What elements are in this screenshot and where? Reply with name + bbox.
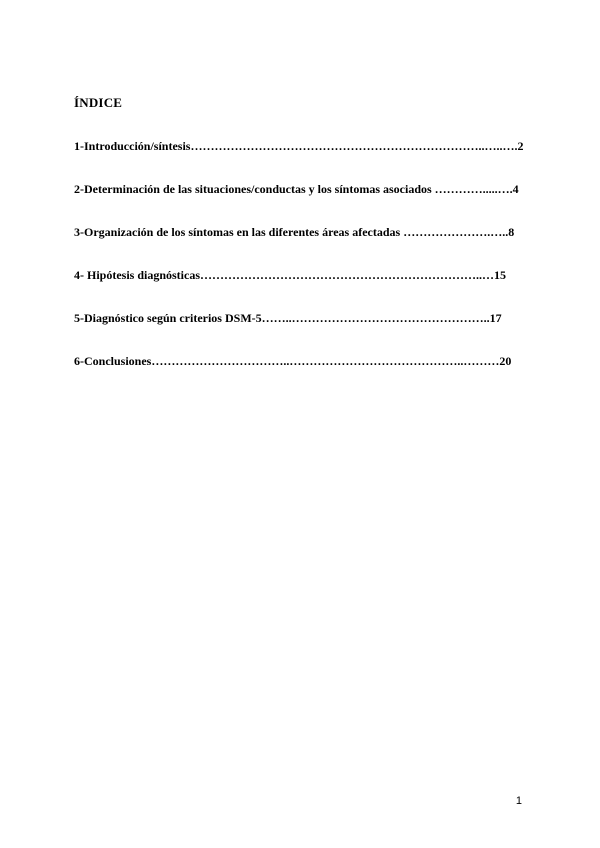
toc-entry-introduccion[interactable]: 1-Introducción/síntesis………………………………………………………………..…..….2 [74, 139, 524, 153]
toc-entry-organizacion[interactable]: 3-Organización de los síntomas en las diferentes áreas afectadas ………………….…..8 [74, 225, 515, 239]
toc-entry-hipotesis[interactable]: 4- Hipótesis diagnósticas……………………………………………………………..…15 [74, 268, 507, 282]
toc-entry-diagnostico[interactable]: 5-Diagnóstico según criterios DSM-5……..…………………………………………..17 [74, 311, 502, 325]
toc-heading: ÍNDICE [74, 95, 123, 110]
toc-entry-determinacion[interactable]: 2-Determinación de las situaciones/conductas y los síntomas asociados ………….....….4 [74, 182, 519, 196]
table-of-contents [74, 139, 526, 397]
page-number: 1 [515, 795, 522, 807]
toc-entry-conclusiones[interactable]: 6-Conclusiones……………………………..……………………………………..………20 [74, 354, 512, 368]
